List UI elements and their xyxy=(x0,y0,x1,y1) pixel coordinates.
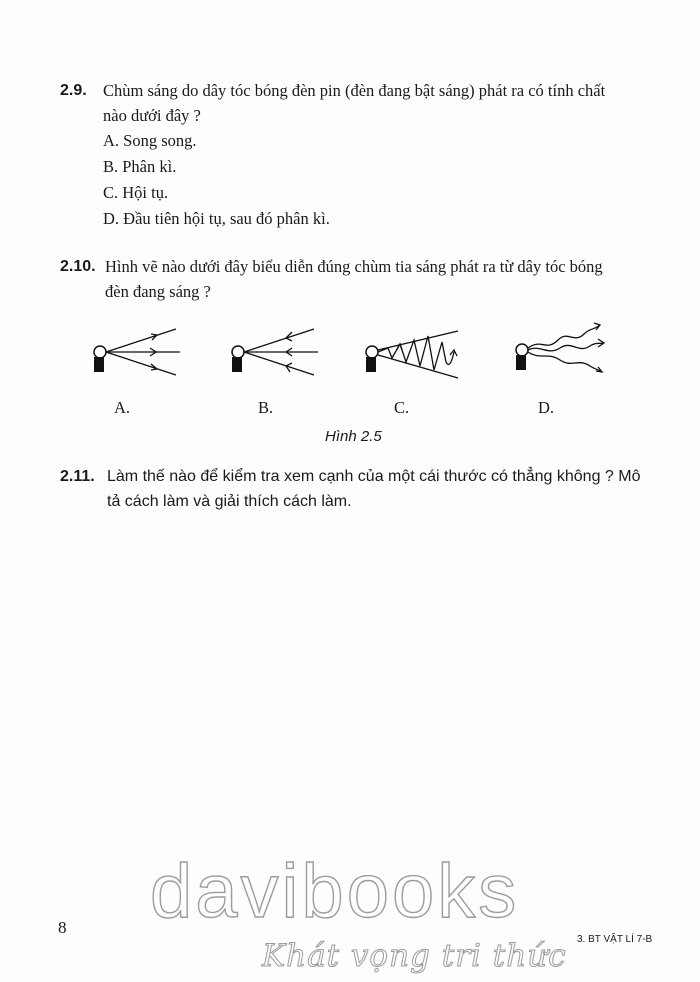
lamp-base-a xyxy=(94,357,104,372)
lamp-bulb-d xyxy=(516,344,528,356)
rays-b xyxy=(244,329,318,375)
watermark-tagline: Khát vọng tri thức xyxy=(262,938,567,974)
lamp-base-b xyxy=(232,357,242,372)
question-2-9-text-line-2: nào dưới đây ? xyxy=(103,106,201,125)
figure-caption: Hình 2.5 xyxy=(325,428,382,445)
figure-label-c: C. xyxy=(394,398,410,417)
option-2-9-c: C. Hội tụ. xyxy=(103,183,169,202)
watermark-brand: davibooks xyxy=(150,849,520,934)
option-2-9-a: A. Song song. xyxy=(103,131,197,150)
figure-option-a-diagram xyxy=(90,322,200,382)
lamp-bulb-b xyxy=(232,346,244,358)
page-number: 8 xyxy=(58,918,67,937)
rays-d xyxy=(528,323,604,372)
lamp-base-c xyxy=(366,357,376,372)
figure-label-b: B. xyxy=(258,398,274,417)
figure-option-c-diagram xyxy=(362,322,472,382)
question-2-11-text-line-2: tả cách làm và giải thích cách làm. xyxy=(107,493,352,510)
lamp-bulb-a xyxy=(94,346,106,358)
option-2-9-b: B. Phân kì. xyxy=(103,157,177,176)
figure-label-a: A. xyxy=(114,398,131,417)
rays-c xyxy=(378,331,458,378)
figure-option-d-diagram xyxy=(512,318,622,378)
lamp-bulb-c xyxy=(366,346,378,358)
question-2-9-text-line-1: Chùm sáng do dây tóc bóng đèn pin (đèn đang bật sáng) phát ra có tính chất xyxy=(103,81,606,100)
lamp-base-d xyxy=(516,355,526,370)
question-number-2-10: 2.10. xyxy=(60,258,96,275)
rays-a xyxy=(106,329,180,375)
question-number-2-9: 2.9. xyxy=(60,82,87,99)
question-number-2-11: 2.11. xyxy=(60,468,95,485)
option-2-9-d: D. Đầu tiên hội tụ, sau đó phân kì. xyxy=(103,209,330,228)
figure-label-d: D. xyxy=(538,398,555,417)
figure-option-b-diagram xyxy=(228,322,338,382)
question-2-11-text-line-1: Làm thế nào để kiểm tra xem cạnh của một cái thước có thẳng không ? Mô xyxy=(107,468,641,485)
book-code: 3. BT VẬT LÍ 7-B xyxy=(577,934,653,945)
question-2-10-text-line-2: đèn đang sáng ? xyxy=(105,282,211,301)
question-2-10-text-line-1: Hình vẽ nào dưới đây biểu diễn đúng chùm tia sáng phát ra từ dây tóc bóng xyxy=(105,257,603,276)
